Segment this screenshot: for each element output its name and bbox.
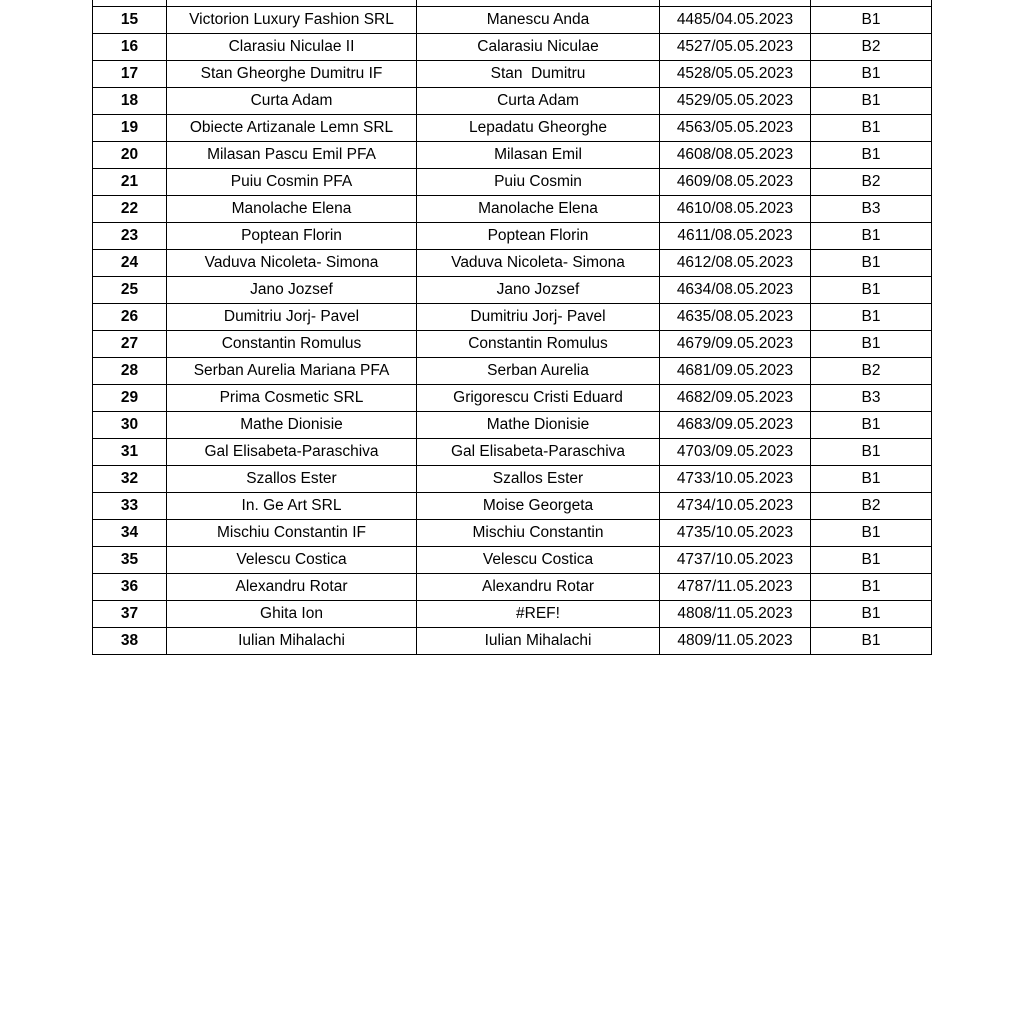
company-name-cell: Manolache Elena bbox=[167, 196, 417, 223]
category-cell: B1 bbox=[811, 61, 932, 88]
category-cell: B1 bbox=[811, 88, 932, 115]
row-number-cell: 23 bbox=[93, 223, 167, 250]
registration-number-cell: 4733/10.05.2023 bbox=[660, 466, 811, 493]
category-cell: B2 bbox=[811, 358, 932, 385]
category-cell: B1 bbox=[811, 628, 932, 655]
category-cell: B3 bbox=[811, 196, 932, 223]
registration-number-cell: 4563/05.05.2023 bbox=[660, 115, 811, 142]
row-number-cell: 17 bbox=[93, 61, 167, 88]
person-name-cell: Serban Aurelia bbox=[417, 358, 660, 385]
registry-table-body bbox=[93, 0, 932, 655]
table-row bbox=[93, 223, 932, 250]
registration-number-cell: 4527/05.05.2023 bbox=[660, 34, 811, 61]
person-name-cell: Velescu Costica bbox=[417, 547, 660, 574]
category-cell: B1 bbox=[811, 520, 932, 547]
table-row bbox=[93, 520, 932, 547]
row-number-cell: 37 bbox=[93, 601, 167, 628]
row-number-cell: 29 bbox=[93, 385, 167, 412]
company-name-cell: Mischiu Constantin IF bbox=[167, 520, 417, 547]
table-row bbox=[93, 169, 932, 196]
category-cell: B2 bbox=[811, 34, 932, 61]
person-name-cell: Alexandru Rotar bbox=[417, 574, 660, 601]
table-row bbox=[93, 196, 932, 223]
person-name-cell: Moise Georgeta bbox=[417, 493, 660, 520]
row-number-cell: 34 bbox=[93, 520, 167, 547]
row-number-cell: 38 bbox=[93, 628, 167, 655]
person-name-cell: Iulian Mihalachi bbox=[417, 628, 660, 655]
registration-number-cell: 4734/10.05.2023 bbox=[660, 493, 811, 520]
category-cell: B3 bbox=[811, 385, 932, 412]
row-number-cell: 30 bbox=[93, 412, 167, 439]
company-name-cell: Constantin Romulus bbox=[167, 331, 417, 358]
table-row bbox=[93, 250, 932, 277]
row-number-cell: 28 bbox=[93, 358, 167, 385]
person-name-cell: Vaduva Nicoleta- Simona bbox=[417, 250, 660, 277]
company-name-cell: Milasan Pascu Emil PFA bbox=[167, 142, 417, 169]
person-name-cell: Lepadatu Gheorghe bbox=[417, 115, 660, 142]
row-number-cell: 18 bbox=[93, 88, 167, 115]
category-cell: B1 bbox=[811, 412, 932, 439]
table-row bbox=[93, 385, 932, 412]
company-name-cell: Puiu Cosmin PFA bbox=[167, 169, 417, 196]
category-cell: B2 bbox=[811, 493, 932, 520]
person-name-cell: Grigorescu Cristi Eduard bbox=[417, 385, 660, 412]
table-row bbox=[93, 412, 932, 439]
company-name-cell: Iulian Mihalachi bbox=[167, 628, 417, 655]
row-number-cell: 36 bbox=[93, 574, 167, 601]
company-name-cell: Obiecte Artizanale Lemn SRL bbox=[167, 115, 417, 142]
category-cell: B1 bbox=[811, 7, 932, 34]
company-name-cell: Jano Jozsef bbox=[167, 277, 417, 304]
row-number-cell: 27 bbox=[93, 331, 167, 358]
registration-number-cell: 4809/11.05.2023 bbox=[660, 628, 811, 655]
registration-number-cell: 4735/10.05.2023 bbox=[660, 520, 811, 547]
company-name-cell: Prima Cosmetic SRL bbox=[167, 385, 417, 412]
registration-number-cell: 4634/08.05.2023 bbox=[660, 277, 811, 304]
registration-number-cell: 4737/10.05.2023 bbox=[660, 547, 811, 574]
category-cell: B1 bbox=[811, 142, 932, 169]
table-row bbox=[93, 547, 932, 574]
company-name-cell: Clarasiu Niculae II bbox=[167, 34, 417, 61]
table-row bbox=[93, 304, 932, 331]
person-name-cell: Stan Dumitru bbox=[417, 61, 660, 88]
category-cell: B1 bbox=[811, 547, 932, 574]
registration-number-cell: 4683/09.05.2023 bbox=[660, 412, 811, 439]
registration-number-cell: 4608/08.05.2023 bbox=[660, 142, 811, 169]
registration-number-cell: 4528/05.05.2023 bbox=[660, 61, 811, 88]
table-row bbox=[93, 331, 932, 358]
person-name-cell: Jano Jozsef bbox=[417, 277, 660, 304]
company-name-cell: In. Ge Art SRL bbox=[167, 493, 417, 520]
company-name-cell: Serban Aurelia Mariana PFA bbox=[167, 358, 417, 385]
company-name-cell: Velescu Costica bbox=[167, 547, 417, 574]
company-name-cell: Dumitriu Jorj- Pavel bbox=[167, 304, 417, 331]
table-row bbox=[93, 115, 932, 142]
category-cell: B1 bbox=[811, 277, 932, 304]
row-number-cell: 26 bbox=[93, 304, 167, 331]
row-number-cell: 15 bbox=[93, 7, 167, 34]
table-row bbox=[93, 358, 932, 385]
person-name-cell: Szallos Ester bbox=[417, 466, 660, 493]
registration-number-cell: 4485/04.05.2023 bbox=[660, 7, 811, 34]
person-name-cell: Manolache Elena bbox=[417, 196, 660, 223]
row-number-cell: 32 bbox=[93, 466, 167, 493]
category-cell: B1 bbox=[811, 466, 932, 493]
registration-number-cell: 4682/09.05.2023 bbox=[660, 385, 811, 412]
category-cell: B1 bbox=[811, 250, 932, 277]
registration-number-cell: 4635/08.05.2023 bbox=[660, 304, 811, 331]
person-name-cell: Milasan Emil bbox=[417, 142, 660, 169]
registration-number-cell: 4609/08.05.2023 bbox=[660, 169, 811, 196]
registration-number-cell: 4681/09.05.2023 bbox=[660, 358, 811, 385]
person-name-cell: Mathe Dionisie bbox=[417, 412, 660, 439]
company-name-cell: Ghita Ion bbox=[167, 601, 417, 628]
row-number-cell: 24 bbox=[93, 250, 167, 277]
category-cell: B1 bbox=[811, 331, 932, 358]
table-row bbox=[93, 61, 932, 88]
row-number-cell: 33 bbox=[93, 493, 167, 520]
category-cell: B2 bbox=[811, 169, 932, 196]
table-row bbox=[93, 88, 932, 115]
company-name-cell: Alexandru Rotar bbox=[167, 574, 417, 601]
company-name-cell: Victorion Luxury Fashion SRL bbox=[167, 7, 417, 34]
registration-number-cell: 4679/09.05.2023 bbox=[660, 331, 811, 358]
company-name-cell: Vaduva Nicoleta- Simona bbox=[167, 250, 417, 277]
registration-number-cell: 4703/09.05.2023 bbox=[660, 439, 811, 466]
registration-number-cell: 4612/08.05.2023 bbox=[660, 250, 811, 277]
table-row bbox=[93, 493, 932, 520]
registration-number-cell: 4611/08.05.2023 bbox=[660, 223, 811, 250]
company-name-cell: Szallos Ester bbox=[167, 466, 417, 493]
row-number-cell: 31 bbox=[93, 439, 167, 466]
person-name-cell: Curta Adam bbox=[417, 88, 660, 115]
registration-number-cell: 4787/11.05.2023 bbox=[660, 574, 811, 601]
person-name-cell: #REF! bbox=[417, 601, 660, 628]
category-cell: B1 bbox=[811, 115, 932, 142]
person-name-cell: Poptean Florin bbox=[417, 223, 660, 250]
row-number-cell: 16 bbox=[93, 34, 167, 61]
table-row bbox=[93, 574, 932, 601]
person-name-cell: Puiu Cosmin bbox=[417, 169, 660, 196]
company-name-cell: Stan Gheorghe Dumitru IF bbox=[167, 61, 417, 88]
company-name-cell: Poptean Florin bbox=[167, 223, 417, 250]
category-cell: B1 bbox=[811, 574, 932, 601]
registration-number-cell: 4808/11.05.2023 bbox=[660, 601, 811, 628]
company-name-cell: Curta Adam bbox=[167, 88, 417, 115]
table-row bbox=[93, 466, 932, 493]
table-row bbox=[93, 7, 932, 34]
row-number-cell: 20 bbox=[93, 142, 167, 169]
row-number-cell: 22 bbox=[93, 196, 167, 223]
table-row bbox=[93, 34, 932, 61]
table-row bbox=[93, 277, 932, 304]
registration-number-cell: 4610/08.05.2023 bbox=[660, 196, 811, 223]
table-row bbox=[93, 628, 932, 655]
company-name-cell: Mathe Dionisie bbox=[167, 412, 417, 439]
row-number-cell: 21 bbox=[93, 169, 167, 196]
row-number-cell: 25 bbox=[93, 277, 167, 304]
category-cell: B1 bbox=[811, 439, 932, 466]
registry-table bbox=[92, 0, 932, 655]
registration-number-cell: 4529/05.05.2023 bbox=[660, 88, 811, 115]
row-number-cell: 19 bbox=[93, 115, 167, 142]
person-name-cell: Gal Elisabeta-Paraschiva bbox=[417, 439, 660, 466]
person-name-cell: Dumitriu Jorj- Pavel bbox=[417, 304, 660, 331]
table-row bbox=[93, 439, 932, 466]
table-row bbox=[93, 142, 932, 169]
person-name-cell: Mischiu Constantin bbox=[417, 520, 660, 547]
person-name-cell: Constantin Romulus bbox=[417, 331, 660, 358]
table-row bbox=[93, 601, 932, 628]
category-cell: B1 bbox=[811, 223, 932, 250]
category-cell: B1 bbox=[811, 304, 932, 331]
person-name-cell: Manescu Anda bbox=[417, 7, 660, 34]
row-number-cell: 35 bbox=[93, 547, 167, 574]
category-cell: B1 bbox=[811, 601, 932, 628]
company-name-cell: Gal Elisabeta-Paraschiva bbox=[167, 439, 417, 466]
person-name-cell: Calarasiu Niculae bbox=[417, 34, 660, 61]
